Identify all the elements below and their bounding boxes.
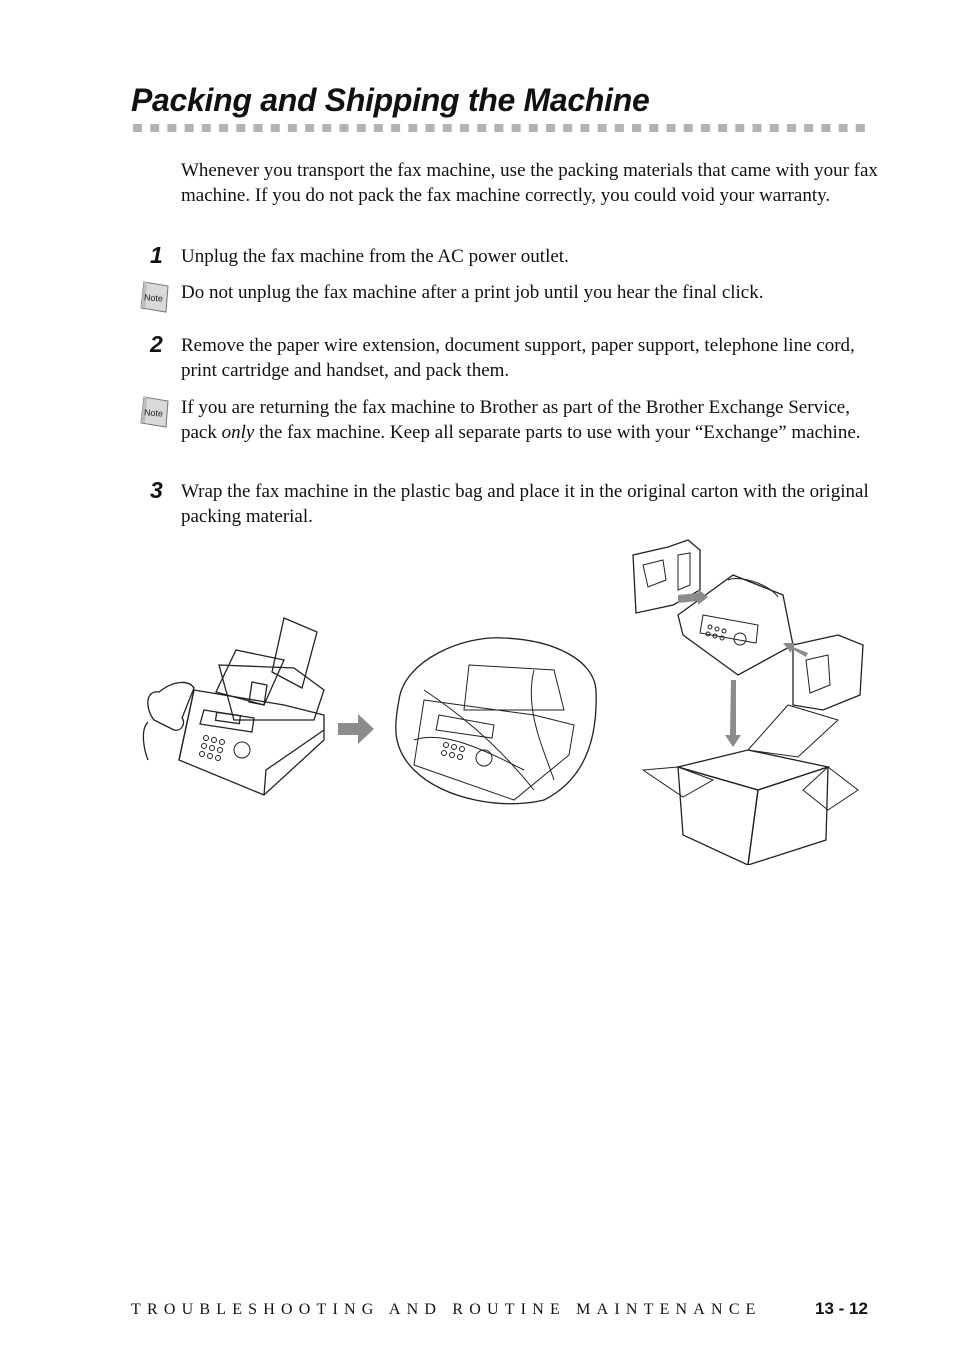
note-text-2-emphasis: only	[221, 422, 255, 443]
dotted-rule-square	[426, 124, 435, 132]
dotted-rule-square	[839, 124, 848, 132]
dotted-rule-square	[185, 124, 194, 132]
dotted-rule-square	[718, 124, 727, 132]
dotted-rule-square	[598, 124, 607, 132]
step-text-2: Remove the paper wire extension, document support, paper support, telephone line cord, print cartridge and handset, and pack them.	[181, 335, 855, 381]
dotted-rule-square	[408, 124, 417, 132]
step-number-1: 1	[150, 242, 163, 268]
dotted-rule-square	[529, 124, 538, 132]
dotted-rule-square	[133, 124, 142, 132]
dotted-rule-square	[684, 124, 693, 132]
dotted-rule-square	[305, 124, 314, 132]
intro-paragraph: Whenever you transport the fax machine, use the packing materials that came with your fax machine. If you do not pack the fax machine correctly, you could void your warranty.	[181, 160, 878, 206]
title-dotted-rule	[133, 124, 873, 132]
dotted-rule-square	[202, 124, 211, 132]
dotted-rule-square	[804, 124, 813, 132]
note-text-1: Do not unplug the fax machine after a print job until you hear the final click.	[181, 282, 764, 303]
dotted-rule-square	[253, 124, 262, 132]
dotted-rule-square	[770, 124, 779, 132]
dotted-rule-square	[236, 124, 245, 132]
dotted-rule-square	[615, 124, 624, 132]
carton-packing-illustration	[628, 535, 868, 865]
note-icon	[138, 280, 172, 314]
dotted-rule-square	[580, 124, 589, 132]
dotted-rule-square	[649, 124, 658, 132]
wrapped-fax-illustration	[384, 630, 599, 810]
page-title: Packing and Shipping the Machine	[131, 82, 650, 118]
step-text-3: Wrap the fax machine in the plastic bag and place it in the original carton with the original packing material.	[181, 481, 869, 527]
dotted-rule-square	[460, 124, 469, 132]
dotted-rule-square	[787, 124, 796, 132]
dotted-rule-square	[340, 124, 349, 132]
step-number-3: 3	[150, 477, 163, 503]
dotted-rule-square	[288, 124, 297, 132]
dotted-rule-square	[322, 124, 331, 132]
dotted-rule-square	[512, 124, 521, 132]
dotted-rule-square	[167, 124, 176, 132]
dotted-rule-square	[357, 124, 366, 132]
step-text-1: Unplug the fax machine from the AC power outlet.	[181, 246, 569, 267]
note-text-2-part: If you are returning the fax machine to Brother as part of the Brother Exchange Service, pack	[181, 397, 850, 443]
dotted-rule-square	[856, 124, 865, 132]
dotted-rule-square	[563, 124, 572, 132]
dotted-rule-square	[477, 124, 486, 132]
dotted-rule-square	[374, 124, 383, 132]
note-text-2	[181, 395, 881, 445]
dotted-rule-square	[219, 124, 228, 132]
dotted-rule-square	[494, 124, 503, 132]
right-arrow-icon	[336, 712, 376, 746]
dotted-rule-square	[546, 124, 555, 132]
dotted-rule-square	[391, 124, 400, 132]
footer-section-title: TROUBLESHOOTING AND ROUTINE MAINTENANCE	[131, 1301, 762, 1318]
dotted-rule-square	[443, 124, 452, 132]
page-number: 13 - 12	[815, 1299, 868, 1318]
note-icon-label: Note	[143, 407, 164, 419]
dotted-rule-square	[632, 124, 641, 132]
dotted-rule-square	[666, 124, 675, 132]
note-text-2-part: the fax machine. Keep all separate parts to use with your “Exchange” machine.	[254, 422, 861, 443]
step-number-2: 2	[150, 331, 163, 357]
note-icon	[138, 395, 172, 429]
note-icon-label: Note	[143, 292, 164, 304]
dotted-rule-square	[701, 124, 710, 132]
dotted-rule-square	[271, 124, 280, 132]
dotted-rule-square	[150, 124, 159, 132]
dotted-rule-square	[821, 124, 830, 132]
dotted-rule-square	[753, 124, 762, 132]
dotted-rule-square	[735, 124, 744, 132]
fax-machine-illustration	[134, 610, 334, 805]
